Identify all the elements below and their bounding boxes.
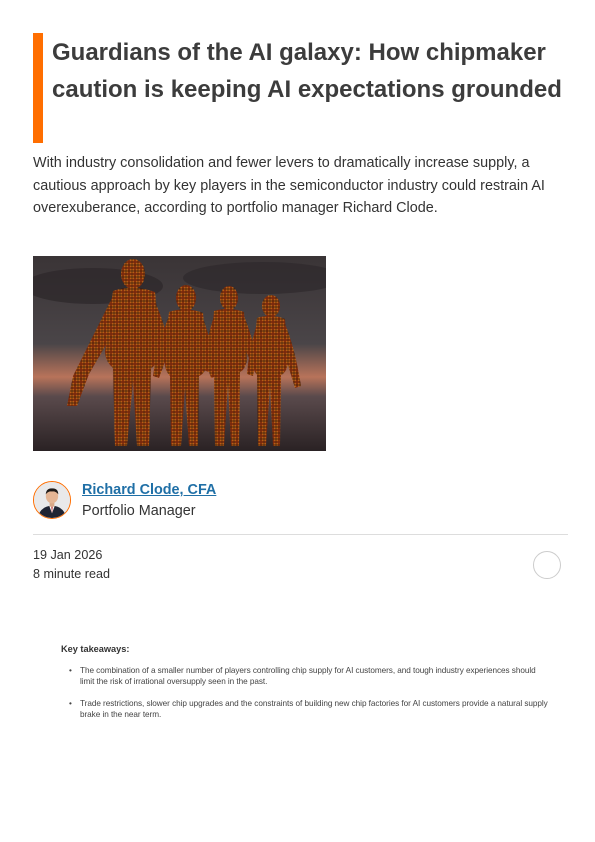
author-block: [33, 481, 568, 523]
page-title: Guardians of the AI galaxy: How chipmaker caution is keeping AI expectations grounded: [52, 39, 562, 103]
bullet-icon: •: [69, 699, 72, 709]
takeaways-list: [61, 666, 551, 720]
takeaways-heading: Key takeaways:: [61, 644, 130, 654]
publish-date: 19 Jan 2026: [33, 548, 103, 562]
hero-image: [33, 256, 326, 451]
list-item: [61, 699, 551, 720]
share-button[interactable]: [533, 551, 561, 579]
bullet-icon: •: [69, 666, 72, 675]
read-time: 8 minute read: [33, 567, 111, 581]
article-lead: With industry consolidation and fewer levers to dramatically increase supply, a cautious approach by key players in the semiconductor industry could restrain AI overexuberance, according to portfolio manager Richard Clode.: [33, 155, 545, 217]
author-role: Portfolio Manager: [82, 503, 196, 519]
divider: [33, 534, 568, 535]
avatar[interactable]: [33, 481, 71, 519]
takeaway-text: The combination of a smaller number of players controlling chip supply for AI customers, and tough industry experiences should limit the risk of irrational oversupply seen in the past.: [80, 666, 536, 686]
key-takeaways: [61, 644, 551, 732]
author-name-link[interactable]: Richard Clode, CFA: [82, 482, 217, 498]
list-item: [61, 666, 551, 687]
takeaway-text: Trade restrictions, slower chip upgrades and the constraints of building new chip factories for AI customers provide a natural supply brake in the near term.: [80, 699, 548, 719]
title-accent-bar: [33, 33, 43, 143]
